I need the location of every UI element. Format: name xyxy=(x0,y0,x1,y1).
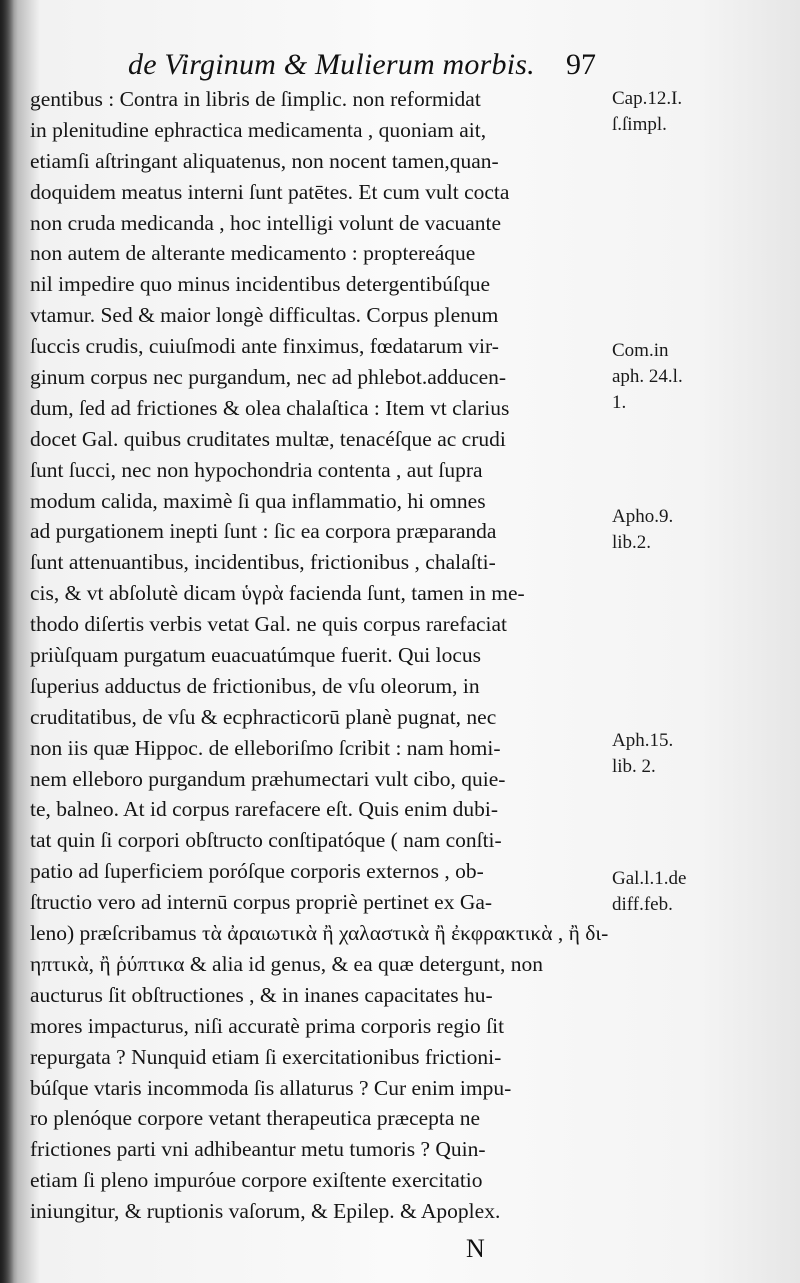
text-line: ſtructio vero ad internū corpus propriè pertinet ex Ga- xyxy=(30,890,493,915)
text-line: ηπτικὰ, ἢ ῥύπτικα & alia id genus, & ea quæ detergunt, non xyxy=(30,951,544,976)
text-line: priùſquam purgatum euacuatúmque fuerit. Qui locus xyxy=(30,643,481,668)
margin-note xyxy=(612,504,742,556)
body-text xyxy=(30,84,615,1227)
margin-note-line: aph. 24.l. xyxy=(612,366,683,387)
text-line: nem elleboro purgandum præhumectari vult cibo, quie- xyxy=(30,766,506,791)
text-line: doquidem meatus interni ſunt patētes. Et cum vult cocta xyxy=(30,179,510,204)
margin-note-line: Aph.15. xyxy=(612,730,674,751)
text-line: ginum corpus nec purgandum, nec ad phlebot.adducen- xyxy=(30,365,507,390)
text-line: docet Gal. quibus cruditates multæ, tenacéſque ac crudi xyxy=(30,426,506,451)
text-line: cis, & vt abſolutè dicam ὑγρὰ facienda ſunt, tamen in me- xyxy=(30,581,525,606)
text-line: leno) præſcribamus τὰ ἀραιωτικὰ ἢ χαλαστικὰ ἢ ἐκφρακτικὰ , ἢ δι- xyxy=(30,921,609,946)
margin-note-line: Gal.l.1.de xyxy=(612,868,687,889)
text-line: repurgata ? Nunquid etiam ſi exercitationibus frictioni- xyxy=(30,1044,502,1069)
margin-note xyxy=(612,728,742,780)
text-line: non iis quæ Hippoc. de elleboriſmo ſcribit : nam homi- xyxy=(30,735,501,760)
text-line: nil impedire quo minus incidentibus detergentibúſque xyxy=(30,272,490,297)
margin-note-line: Cap.12.I. xyxy=(612,88,683,109)
margin-note-line: 1. xyxy=(612,392,627,413)
running-title: de Virginum & Mulierum morbis. xyxy=(128,48,535,81)
text-line: ſuccis crudis, cuiuſmodi ante finximus, fœdatarum vir- xyxy=(30,334,499,359)
text-line: etiam ſi pleno impuróue corpore exiſtente exercitatio xyxy=(30,1168,483,1193)
text-line: aucturus ſit obſtructiones , & in inanes capacitates hu- xyxy=(30,982,493,1007)
margin-note-line: Apho.9. xyxy=(612,506,674,527)
page-number: 97 xyxy=(566,48,596,81)
text-line: gentibus : Contra in libris de ſimplic. non reformidat xyxy=(30,87,481,111)
margin-note xyxy=(612,86,742,138)
text-line: modum calida, maximè ſi qua inflammatio, hi omnes xyxy=(30,488,486,513)
text-line: ro plenóque corpore vetant therapeutica præcepta ne xyxy=(30,1106,481,1131)
margin-note-line: ſ.ſimpl. xyxy=(612,114,667,135)
margin-note-line: lib.2. xyxy=(612,532,652,553)
text-line: mores impacturus, niſi accuratè prima corporis regio ſit xyxy=(30,1013,505,1038)
margin-note xyxy=(612,866,742,918)
text-line: ſunt attenuantibus, incidentibus, frictionibus , chalaſti- xyxy=(30,550,496,575)
text-line: thodo diſertis verbis vetat Gal. ne quis corpus rarefaciat xyxy=(30,612,508,637)
text-line: frictiones parti vni adhibeantur metu tumoris ? Quin- xyxy=(30,1137,486,1162)
text-line: vtamur. Sed & maior longè difficultas. Corpus plenum xyxy=(30,303,499,328)
text-line: búſque vtaris incommoda ſis allaturus ? Cur enim impu- xyxy=(30,1075,512,1100)
text-line: dum, ſed ad frictiones & olea chalaſtica : Item vt clarius xyxy=(30,395,510,420)
text-line: ad purgationem inepti ſunt : ſic ea corpora præparanda xyxy=(30,519,497,544)
text-line: cruditatibus, de vſu & ecphracticorū planè pugnat, nec xyxy=(30,704,497,729)
signature-mark: N xyxy=(466,1234,485,1263)
margin-note xyxy=(612,338,742,416)
margin-note-line: Com.in xyxy=(612,340,669,361)
text-line: non cruda medicanda , hoc intelligi volunt de vacuante xyxy=(30,210,502,235)
text-line: ſuperius adductus de frictionibus, de vſu oleorum, in xyxy=(30,673,480,698)
gutter-shadow xyxy=(0,0,14,1283)
text-line: tat quin ſi corpori obſtructo conſtipatóque ( nam conſti- xyxy=(30,828,502,853)
text-line: iniungitur, & ruptionis vaſorum, & Epilep. & Apoplex. xyxy=(30,1199,501,1224)
text-line: te, balneo. At id corpus rarefacere eſt. Quis enim dubi- xyxy=(30,797,499,822)
text-line: non autem de alterante medicamento : proptereáque xyxy=(30,241,476,266)
margin-note-line: lib. 2. xyxy=(612,756,656,777)
text-line: etiamſi aſtringant aliquatenus, non nocent tamen,quan- xyxy=(30,148,499,173)
text-line: in plenitudine ephractica medicamenta , quoniam ait, xyxy=(30,117,487,142)
page-header xyxy=(0,48,800,88)
margin-note-line: diff.feb. xyxy=(612,894,673,915)
text-line: ſunt ſucci, nec non hypochondria contenta , aut ſupra xyxy=(30,457,483,482)
text-line: patio ad ſuperficiem poróſque corporis externos , ob- xyxy=(30,859,484,884)
